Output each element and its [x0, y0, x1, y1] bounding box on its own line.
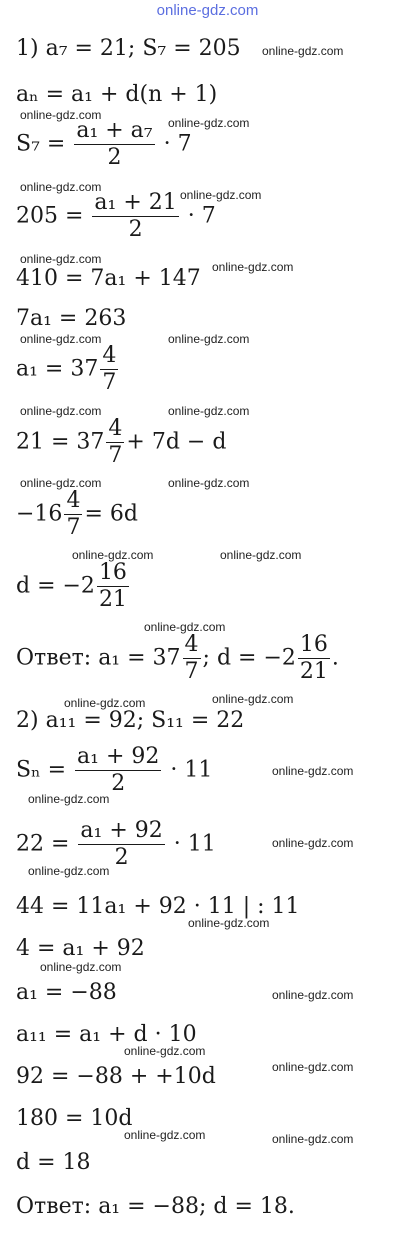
p1-given: 1) a₇ = 21; S₇ = 205	[16, 36, 241, 61]
p2-given: 2) a₁₁ = 92; S₁₁ = 22	[16, 708, 245, 733]
watermark: online-gdz.com	[272, 1132, 354, 1146]
watermark: online-gdz.com	[212, 692, 294, 706]
fraction-numerator: 16	[98, 560, 127, 585]
watermark: online-gdz.com	[64, 696, 146, 710]
p1-answer-prefix: Ответ: a₁ = 37	[16, 645, 181, 671]
p2-sub-fraction	[78, 820, 164, 869]
p2-step-44: 44 = 11a₁ + 92 · 11 | : 11	[16, 894, 300, 919]
p1-neg16-rhs: = 6d	[84, 501, 138, 527]
p2-step-92: 92 = −88 + +10d	[16, 1064, 216, 1089]
p1-sum-lhs: S₇ =	[16, 131, 66, 157]
p2-answer: Ответ: a₁ = −88; d = 18.	[16, 1194, 295, 1219]
watermark: online-gdz.com	[168, 116, 250, 130]
watermark: online-gdz.com	[272, 836, 354, 850]
watermark: online-gdz.com	[272, 1060, 354, 1074]
fraction-denominator: 2	[111, 771, 126, 796]
p1-answer-mid: ; d = −2	[202, 645, 296, 671]
fraction-denominator: 2	[128, 217, 143, 242]
fraction-denominator: 2	[114, 845, 129, 870]
p1-formula-an: aₙ = a₁ + d(n + 1)	[16, 82, 218, 107]
p2-step-4: 4 = a₁ + 92	[16, 936, 145, 961]
p2-sum-formula	[16, 746, 212, 795]
fraction-numerator: 16	[299, 632, 328, 657]
watermark: online-gdz.com	[124, 1128, 206, 1142]
watermark: online-gdz.com	[20, 332, 102, 346]
watermark: online-gdz.com	[28, 864, 110, 878]
p1-21-fraction	[106, 418, 124, 467]
p1-21-lhs: 21 = 37	[16, 429, 105, 455]
site-watermark-header: online-gdz.com	[156, 2, 259, 19]
p2-a1-value: a₁ = −88	[16, 980, 117, 1005]
p1-sub-rhs: · 7	[187, 203, 216, 229]
fraction-denominator: 21	[299, 659, 328, 684]
p1-d-fraction	[97, 562, 129, 611]
fraction-numerator: a₁ + 21	[94, 190, 177, 215]
p1-neg16-fraction	[64, 490, 82, 539]
p2-sum-substituted	[16, 820, 216, 869]
p1-answer-fraction-a1	[183, 634, 201, 683]
p1-neg16-lhs: −16	[16, 501, 63, 527]
p1-sub-lhs: 205 =	[16, 203, 84, 229]
watermark: online-gdz.com	[212, 260, 294, 274]
p2-sub-lhs: 22 =	[16, 831, 70, 857]
watermark: online-gdz.com	[72, 548, 154, 562]
fraction-denominator: 2	[107, 145, 122, 170]
p1-a1-fraction	[100, 345, 118, 394]
p1-a1-value	[16, 345, 120, 394]
p2-a11-formula: a₁₁ = a₁ + d · 10	[16, 1022, 197, 1047]
fraction-denominator: 7	[108, 443, 123, 468]
fraction-numerator: 4	[184, 632, 199, 657]
p2-step-180: 180 = 10d	[16, 1106, 133, 1131]
watermark: online-gdz.com	[20, 180, 102, 194]
p1-sub-fraction	[92, 192, 178, 241]
p2-sum-fraction	[75, 746, 161, 795]
fraction-numerator: 4	[108, 416, 123, 441]
p1-sum-formula	[16, 120, 192, 169]
p1-step-21	[16, 418, 226, 467]
p1-answer-fraction-d	[298, 634, 330, 683]
watermark: online-gdz.com	[262, 44, 344, 58]
watermark: online-gdz.com	[220, 548, 302, 562]
watermark: online-gdz.com	[272, 764, 354, 778]
p1-step-7a1: 7a₁ = 263	[16, 306, 127, 331]
p2-sum-lhs: Sₙ =	[16, 757, 67, 783]
p1-21-rhs: + 7d − d	[126, 429, 227, 455]
fraction-denominator: 7	[102, 370, 117, 395]
p1-d-lhs: d = −2	[16, 573, 95, 599]
watermark: online-gdz.com	[272, 988, 354, 1002]
watermark: online-gdz.com	[168, 476, 250, 490]
watermark: online-gdz.com	[188, 916, 270, 930]
p1-d-value	[16, 562, 131, 611]
watermark: online-gdz.com	[180, 188, 262, 202]
fraction-numerator: 4	[66, 488, 81, 513]
watermark: online-gdz.com	[20, 108, 102, 122]
watermark: online-gdz.com	[28, 792, 110, 806]
watermark: online-gdz.com	[20, 252, 102, 266]
watermark: online-gdz.com	[144, 620, 226, 634]
p1-sum-rhs: · 7	[163, 131, 192, 157]
fraction-numerator: 4	[102, 343, 117, 368]
watermark: online-gdz.com	[124, 1044, 206, 1058]
p1-answer-end: .	[331, 645, 339, 671]
watermark: online-gdz.com	[168, 404, 250, 418]
fraction-numerator: a₁ + 92	[80, 818, 163, 843]
p1-sum-fraction	[74, 120, 154, 169]
fraction-numerator: a₁ + a₇	[76, 118, 153, 143]
p1-step-neg16	[16, 490, 138, 539]
p2-sub-rhs: · 11	[173, 831, 216, 857]
fraction-denominator: 7	[66, 515, 81, 540]
fraction-numerator: a₁ + 92	[77, 744, 160, 769]
p2-sum-rhs: · 11	[170, 757, 213, 783]
p1-step-410: 410 = 7a₁ + 147	[16, 266, 201, 291]
p1-a1-lhs: a₁ = 37	[16, 356, 99, 382]
watermark: online-gdz.com	[20, 404, 102, 418]
watermark: online-gdz.com	[20, 476, 102, 490]
fraction-denominator: 21	[98, 587, 127, 612]
watermark: online-gdz.com	[168, 332, 250, 346]
p1-answer	[16, 634, 339, 683]
fraction-denominator: 7	[184, 659, 199, 684]
watermark: online-gdz.com	[40, 960, 122, 974]
p2-d-value: d = 18	[16, 1150, 91, 1175]
